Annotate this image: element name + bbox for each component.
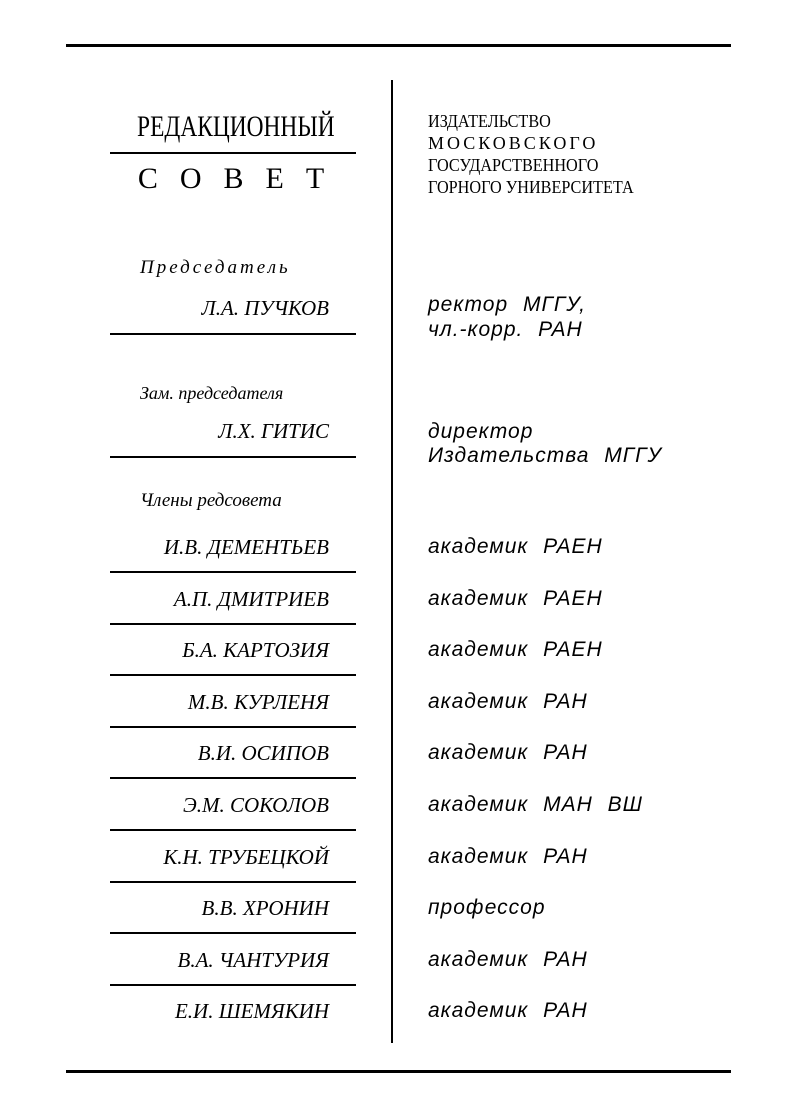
member-name: А.П. ДМИТРИЕВ [173, 587, 329, 611]
chair-title-line2: чл.-корр. РАН [428, 318, 583, 341]
member-name: Б.А. КАРТОЗИЯ [182, 638, 329, 662]
member-separator [110, 777, 356, 779]
member-title: академик РАЕН [428, 638, 603, 661]
chair-name: Л.А. ПУЧКОВ [201, 296, 329, 320]
member-title: академик РАН [428, 690, 588, 713]
publisher-line3: ГОСУДАРСТВЕННОГО [428, 155, 599, 175]
member-separator [110, 571, 356, 573]
member-name: К.Н. ТРУБЕЦКОЙ [163, 845, 329, 869]
publisher-line2: МОСКОВСКОГО [428, 133, 599, 153]
board-title-line2: СОВЕТ [137, 162, 347, 195]
member-separator [110, 623, 356, 625]
member-name: В.А. ЧАНТУРИЯ [177, 948, 329, 972]
chair-heading: Председатель [140, 257, 291, 278]
member-name: В.В. ХРОНИН [201, 896, 329, 920]
member-separator [110, 726, 356, 728]
member-title: академик МАН ВШ [428, 793, 643, 816]
chair-title-line1: ректор МГГУ, [428, 293, 586, 316]
vice-chair-title-line2: Издательства МГГУ [428, 444, 662, 467]
member-title: академик РАН [428, 741, 588, 764]
column-divider [391, 80, 393, 1043]
member-separator [110, 881, 356, 883]
vice-chair-title-line1: директор [428, 420, 534, 443]
member-title: академик РАН [428, 999, 588, 1022]
vice-chair-name: Л.Х. ГИТИС [218, 419, 329, 443]
member-separator [110, 674, 356, 676]
top-rule [66, 44, 731, 47]
vice-chair-heading: Зам. председателя [140, 383, 284, 403]
publisher-line1: ИЗДАТЕЛЬСТВО [428, 111, 551, 131]
member-title: академик РАЕН [428, 535, 603, 558]
member-separator [110, 984, 356, 986]
member-separator [110, 829, 356, 831]
chair-separator [110, 333, 356, 335]
member-name: Е.И. ШЕМЯКИН [174, 999, 329, 1023]
member-name: М.В. КУРЛЕНЯ [187, 690, 329, 714]
bottom-rule [66, 1070, 731, 1073]
board-title-line1: РЕДАКЦИОННЫЙ [137, 110, 335, 143]
member-name: Э.М. СОКОЛОВ [183, 793, 329, 817]
vice-chair-separator [110, 456, 356, 458]
publisher-line4: ГОРНОГО УНИВЕРСИТЕТА [428, 177, 634, 197]
member-title: академик РАН [428, 845, 588, 868]
member-separator [110, 932, 356, 934]
member-title: академик РАН [428, 948, 588, 971]
member-title: академик РАЕН [428, 587, 603, 610]
member-title: профессор [428, 896, 546, 919]
member-name: И.В. ДЕМЕНТЬЕВ [163, 535, 329, 559]
board-title-separator [110, 152, 356, 154]
member-name: В.И. ОСИПОВ [197, 741, 329, 765]
members-heading: Члены редсовета [140, 490, 282, 511]
publisher-block [428, 110, 657, 198]
